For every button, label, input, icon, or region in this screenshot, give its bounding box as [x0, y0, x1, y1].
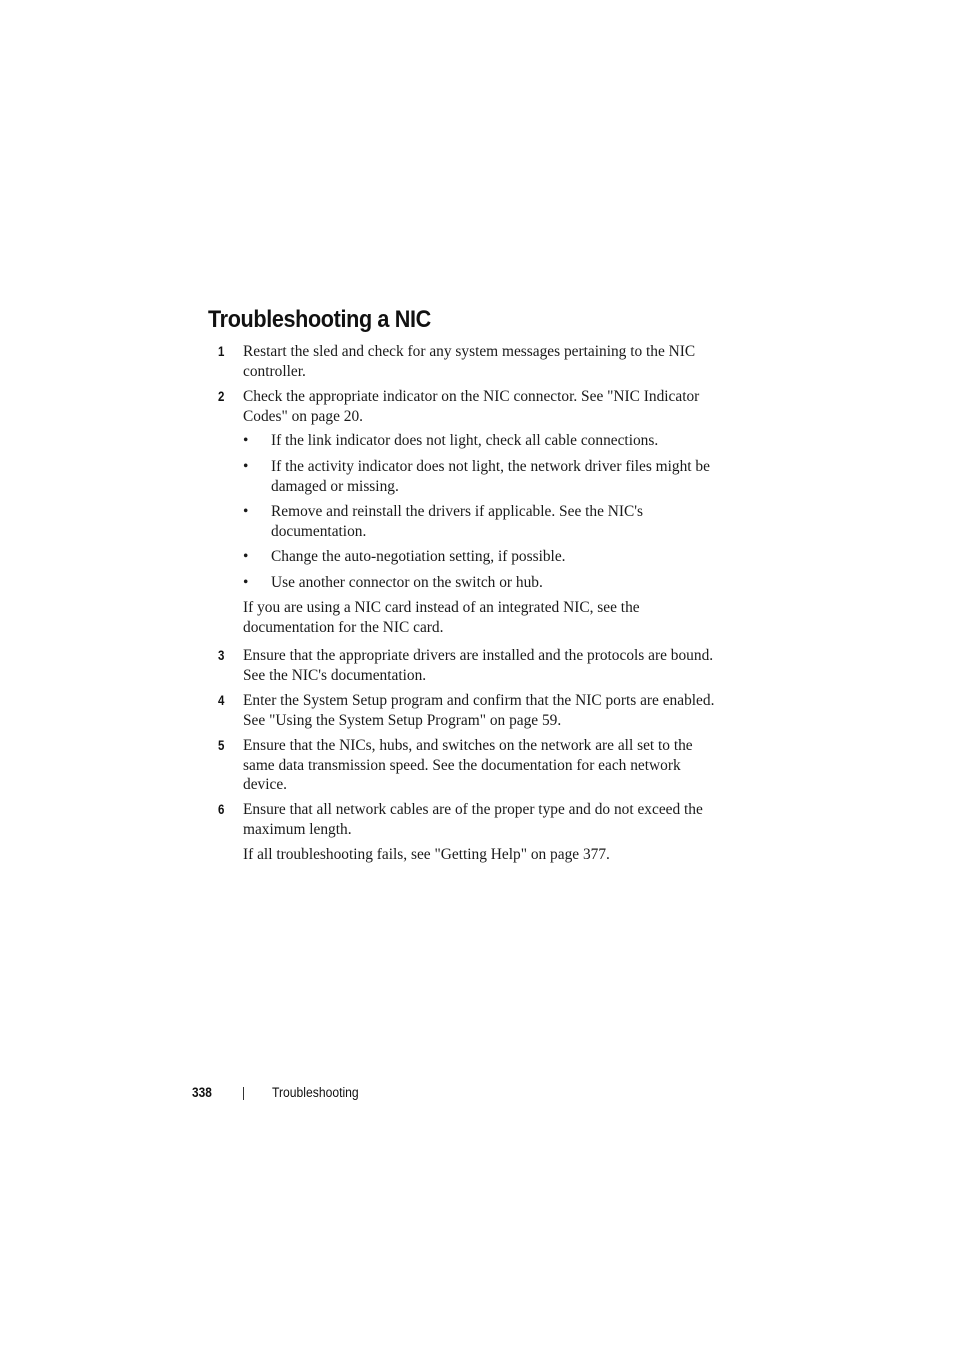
bullet-icon: • [243, 574, 249, 591]
step-text: Ensure that all network cables are of the proper type and do not exceed the maximum length. [243, 801, 703, 838]
step-number: 3 [218, 648, 225, 663]
list-item: Change the auto-negotiation setting, if possible. [271, 548, 566, 565]
step-text: Ensure that the NICs, hubs, and switches on the network are all set to the same data transmission speed. See the documentation for each network device. [243, 737, 693, 793]
step-text: Check the appropriate indicator on the NIC connector. See "NIC Indicator Codes" on page 20. [243, 388, 700, 425]
list-item: Remove and reinstall the drivers if applicable. See the NIC's documentation. [271, 503, 644, 540]
step-number: 6 [218, 802, 225, 817]
step-text: Enter the System Setup program and confirm that the NIC ports are enabled. See "Using the System Setup Program" on page 59. [243, 692, 715, 729]
footer-section-label: Troubleshooting [272, 1085, 359, 1100]
list-item: If the link indicator does not light, check all cable connections. [271, 432, 659, 449]
page-title: Troubleshooting a NIC [208, 306, 431, 333]
bullet-icon: • [243, 503, 249, 520]
step-number: 5 [218, 738, 225, 753]
step-number: 4 [218, 693, 225, 708]
bullet-icon: • [243, 548, 249, 565]
closing-note: If all troubleshooting fails, see "Getting Help" on page 377. [243, 846, 610, 863]
step-number: 2 [218, 389, 225, 404]
step-note: If you are using a NIC card instead of an integrated NIC, see the documentation for the NIC card. [243, 599, 640, 636]
bullet-icon: • [243, 458, 249, 475]
list-item: Use another connector on the switch or hub. [271, 574, 543, 591]
page-number: 338 [192, 1085, 212, 1100]
step-number: 1 [218, 344, 225, 359]
bullet-icon: • [243, 432, 249, 449]
step-text: Ensure that the appropriate drivers are installed and the protocols are bound. See the NIC's documentation. [243, 647, 714, 684]
step-text: Restart the sled and check for any system messages pertaining to the NIC controller. [243, 343, 696, 380]
list-item: If the activity indicator does not light, the network driver files might be damaged or missing. [271, 458, 710, 495]
footer-divider [243, 1087, 244, 1100]
